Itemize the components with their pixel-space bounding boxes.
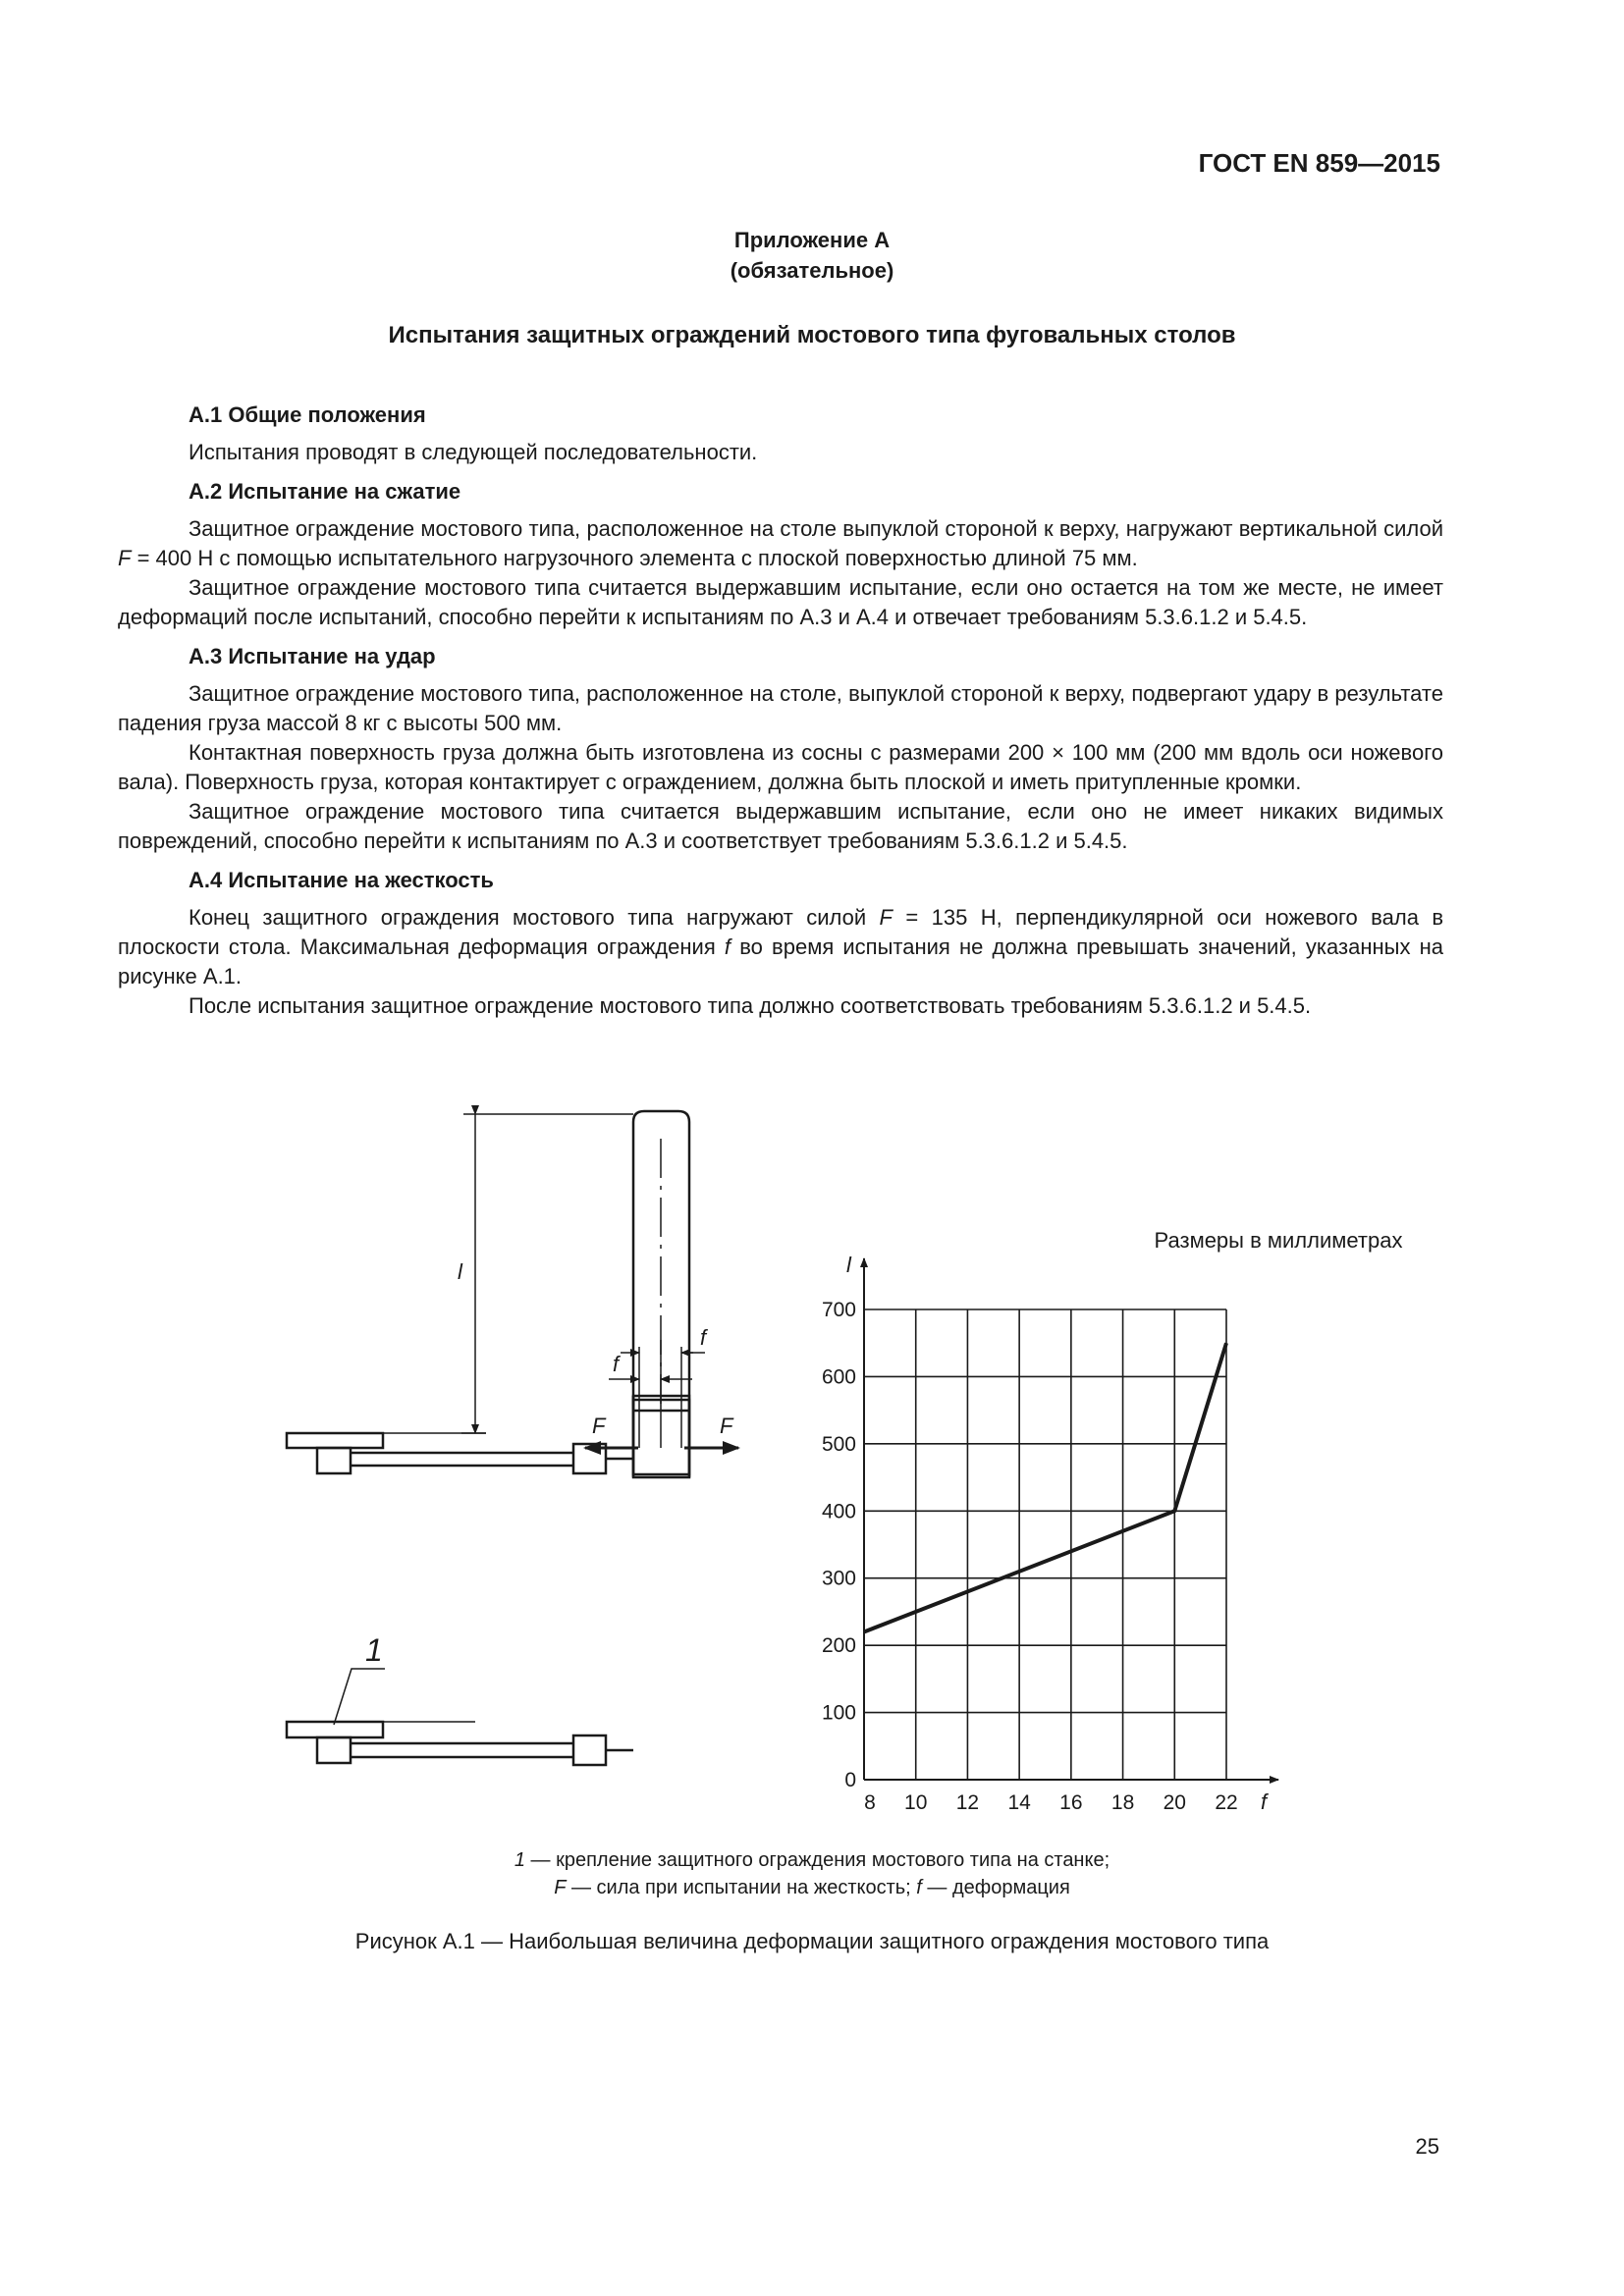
guard-drawn bbox=[633, 1399, 689, 1762]
fixture-block bbox=[317, 1448, 351, 1473]
chart-y-tick-label: 100 bbox=[821, 1701, 856, 1725]
chart-y-tick-label: 600 bbox=[821, 1365, 856, 1389]
part-1-leader-visible bbox=[334, 1669, 385, 1725]
deformation-dims bbox=[609, 1340, 705, 1448]
section-a4-paragraph-2: После испытания защитное ограждение мостового типа должно соответствовать требованиям 5.3.6.1.2 и 5.4.5. bbox=[189, 993, 1312, 1018]
chart-units-note: Размеры в миллиметрах bbox=[1154, 1228, 1403, 1253]
figure-legend-line-1: 1 — крепление защитного ограждения мостового типа на станке; bbox=[514, 1849, 1110, 1871]
chart-x-tick-label: 8 bbox=[864, 1791, 876, 1814]
figure-legend-line-2: F — сила при испытании на жесткость; f — деформация bbox=[554, 1877, 1070, 1898]
section-a2-heading: А.2 Испытание на сжатие bbox=[189, 479, 461, 504]
deformation-chart bbox=[822, 1253, 1278, 1814]
section-a1-paragraph: Испытания проводят в следующей последовательности. bbox=[189, 440, 758, 464]
chart-x-tick-label: 12 bbox=[955, 1791, 980, 1814]
guard-shape bbox=[633, 1398, 689, 1755]
label-deformation-top: f bbox=[700, 1325, 707, 1350]
page-number: 25 bbox=[1415, 2134, 1439, 2159]
fixture-block-visible bbox=[317, 1737, 351, 1763]
fixture-plate bbox=[287, 1433, 383, 1448]
dimension-l bbox=[383, 1114, 652, 1445]
chart-x-tick-label: 14 bbox=[1007, 1791, 1031, 1814]
section-a3-paragraph-2: Контактная поверхность груза должна быть изготовлена из сосны с размерами 200 × 100 мм (200 мм вдоль оси ножевого вала). Поверхность груза, которая контактирует с ограждением, должна быть плоской и иметь притупленные кромки. bbox=[118, 740, 1443, 794]
document-standard-id: ГОСТ EN 859—2015 bbox=[1198, 148, 1440, 178]
chart-series-line bbox=[864, 1343, 1226, 1631]
section-a3-paragraph-3: Защитное ограждение мостового типа считается выдержавшим испытание, если оно не имеет никаких видимых повреждений, способно перейти к испытаниям по А.3 и соответствует требованиям 5.3.6.1.2 и 5.4.5. bbox=[118, 799, 1443, 853]
chart-x-tick-label: 10 bbox=[904, 1791, 928, 1814]
label-l: l bbox=[458, 1259, 462, 1284]
chart-x-tick-label: 20 bbox=[1163, 1791, 1186, 1814]
chart-x-tick-label: 16 bbox=[1059, 1791, 1083, 1814]
section-a3-paragraph-1: Защитное ограждение мостового типа, расположенное на столе, выпуклой стороной к верху, подвергают удару в результате падения груза массой 8 кг с высоты 500 мм. bbox=[118, 681, 1443, 735]
chart-y-tick-label: 700 bbox=[821, 1299, 856, 1321]
fixture-assembly bbox=[287, 1722, 633, 1765]
appendix-status: (обязательное) bbox=[730, 258, 894, 283]
document-title: Испытания защитных ограждений мостового типа фуговальных столов bbox=[388, 322, 1236, 348]
section-a4-paragraph-1: Конец защитного ограждения мостового типа нагружают силой F = 135 Н, перпендикулярной оси ножевого вала в плоскости стола. Максимальная деформация ограждения f во время испытания не должна превышать значений, указанных на рисунке А.1. bbox=[118, 905, 1444, 988]
guard-schematic bbox=[287, 1396, 689, 1713]
appendix-title: Приложение А bbox=[733, 228, 891, 252]
section-a4-heading: А.4 Испытание на жесткость bbox=[189, 868, 494, 892]
chart-y-tick-label: 500 bbox=[821, 1432, 856, 1456]
label-force-left: F bbox=[592, 1414, 606, 1438]
label-part-1: 1 bbox=[365, 1632, 383, 1668]
chart-y-axis-label: l bbox=[846, 1253, 851, 1277]
guard-tall-rect bbox=[633, 1398, 689, 1755]
guard-body bbox=[633, 1397, 689, 1762]
guard-column-outline bbox=[633, 1398, 689, 1752]
section-a3-heading: А.3 Испытание на удар bbox=[189, 644, 436, 668]
figure-caption: Рисунок А.1 — Наибольшая величина деформации защитного ограждения мостового типа bbox=[354, 1929, 1270, 1953]
section-a2-paragraph-1: Защитное ограждение мостового типа, расположенное на столе выпуклой стороной к верху, нагружают вертикальной силой F = 400 Н с помощью испытательного нагрузочного элемента с плоской поверхностью длиной 75 мм. bbox=[118, 516, 1443, 570]
chart-y-tick-label: 200 bbox=[821, 1634, 856, 1658]
chart-x-axis-label: f bbox=[1261, 1789, 1268, 1814]
coupling bbox=[573, 1735, 606, 1765]
chart-x-tick-label: 22 bbox=[1215, 1791, 1238, 1814]
section-a2-paragraph-2: Защитное ограждение мостового типа считается выдержавшим испытание, если оно остается на том же месте, не имеет деформаций после испытаний, способно перейти к испытаниям по А.3 и А.4 и отвечает требованиям 5.3.6.1.2 и 5.4.5. bbox=[118, 575, 1443, 629]
chart-y-tick-label: 0 bbox=[844, 1769, 856, 1791]
chart-y-tick-label: 400 bbox=[821, 1500, 856, 1523]
part-1-leader bbox=[334, 1669, 386, 1718]
chart-y-tick-label: 300 bbox=[821, 1567, 856, 1590]
label-deformation-left: f bbox=[613, 1352, 620, 1376]
guard-vertical-body bbox=[633, 1399, 689, 1753]
fixture-plate-visible bbox=[287, 1722, 383, 1737]
section-a1-heading: А.1 Общие положения bbox=[189, 402, 426, 427]
label-force-right: F bbox=[720, 1414, 733, 1438]
guard-vertical bbox=[633, 1399, 689, 1752]
chart-x-tick-label: 18 bbox=[1110, 1791, 1135, 1814]
